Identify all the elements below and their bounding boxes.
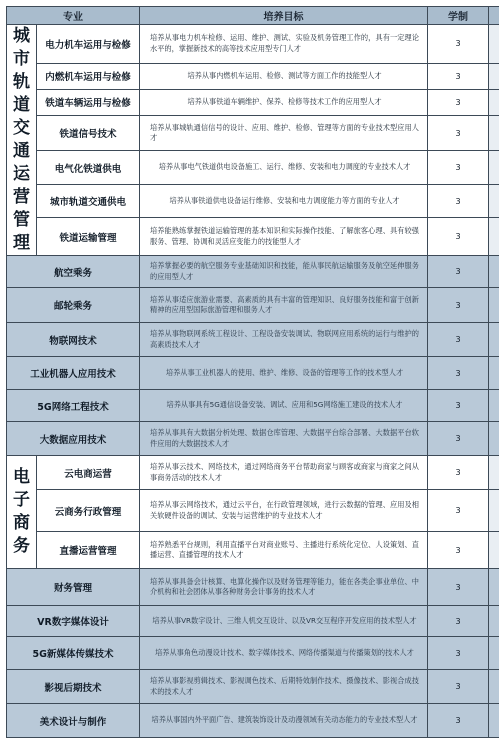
table-row	[7, 637, 499, 670]
major-objective: 培养从事具备会计核算、电算化操作以及财务管理等能力，能在各类企事业单位、中介机构和社会团体从事各种财务会计事务的技术人才	[140, 569, 428, 606]
table-row	[7, 569, 499, 606]
major-objective: 培养从事物联网系统工程设计、工程设备安装调试、物联网应用系统的运行与维护的高素质技术人才	[140, 323, 428, 357]
group-char: 城	[13, 26, 30, 46]
extra-cell	[489, 63, 499, 89]
major-duration: 3	[428, 637, 489, 670]
major-duration: 3	[428, 606, 489, 637]
table-header	[7, 7, 499, 25]
major-duration: 3	[428, 288, 489, 323]
table-row	[7, 532, 499, 569]
major-duration: 3	[428, 63, 489, 89]
extra-cell	[489, 25, 499, 64]
group-char: 理	[13, 233, 30, 253]
table-row	[7, 256, 499, 288]
table-row	[7, 151, 499, 184]
major-duration: 3	[428, 456, 489, 490]
major-duration: 3	[428, 422, 489, 456]
major-objective: 培养从事云网络技术，通过云平台，在行政管理领域，进行云数据的管理、应用及相关软硬件设备的调试、安装与运营维护的专业技术人才	[140, 490, 428, 532]
extra-cell	[489, 151, 499, 184]
major-objective: 培养掌握必要的航空服务专业基础知识和技能，能从事民航运输服务及航空延伸服务的应用型人才	[140, 256, 428, 288]
major-duration: 3	[428, 357, 489, 390]
major-objective: 培养从事电气铁道供电设备施工、运行、维修、安装和电力调度的专业技术人才	[140, 151, 428, 184]
major-name: 邮轮乘务	[7, 288, 140, 323]
extra-cell	[489, 704, 499, 738]
major-objective: 培养从事铁道供电设备运行维修、安装和电力调度能力等方面的专业人才	[140, 184, 428, 217]
major-name: 影视后期技术	[7, 670, 140, 704]
group-char: 道	[13, 95, 30, 115]
extra-cell	[489, 184, 499, 217]
group-char: 运	[13, 164, 30, 184]
table-row	[7, 390, 499, 422]
major-objective: 培养从事国内外平面广告、建筑装饰设计及动漫领域有关动态能力的专业技术型人才	[140, 704, 428, 738]
major-duration: 3	[428, 532, 489, 569]
group-label	[7, 25, 37, 256]
table-row	[7, 184, 499, 217]
major-name: 财务管理	[7, 569, 140, 606]
major-duration: 3	[428, 184, 489, 217]
table-row	[7, 606, 499, 637]
table-container	[6, 6, 499, 755]
majors-table	[6, 6, 499, 738]
major-name: 铁道车辆运用与检修	[37, 89, 140, 115]
major-name: 城市轨道交通供电	[37, 184, 140, 217]
major-objective: 培养从事VR数字设计、三维人机交互设计、以及VR交互程序开发应用的技术型人才	[140, 606, 428, 637]
major-name: VR数字媒体设计	[7, 606, 140, 637]
header-major: 专业	[7, 7, 140, 25]
major-name: 大数据应用技术	[7, 422, 140, 456]
major-duration: 3	[428, 256, 489, 288]
extra-cell	[489, 456, 499, 490]
extra-cell	[489, 569, 499, 606]
table-row	[7, 704, 499, 738]
extra-cell	[489, 422, 499, 456]
table-row	[7, 63, 499, 89]
major-duration: 3	[428, 490, 489, 532]
major-duration: 3	[428, 151, 489, 184]
major-name: 5G网络工程技术	[7, 390, 140, 422]
group-label	[7, 456, 37, 569]
group-char: 营	[13, 187, 30, 207]
extra-cell	[489, 218, 499, 256]
extra-cell	[489, 288, 499, 323]
major-name: 铁道运输管理	[37, 218, 140, 256]
group-char: 市	[13, 49, 30, 69]
extra-cell	[489, 390, 499, 422]
major-name: 5G新媒体传媒技术	[7, 637, 140, 670]
extra-cell	[489, 115, 499, 151]
major-name: 云电商运营	[37, 456, 140, 490]
major-duration: 3	[428, 115, 489, 151]
major-objective: 培养熟悉平台规则，利用直播平台对商业账号、主播进行系统化定位、人设策划、直播运营、直播管理的技术人才	[140, 532, 428, 569]
major-duration: 3	[428, 25, 489, 64]
major-objective: 培养从事铁道车辆维护、保养、检修等技术工作的应用型人才	[140, 89, 428, 115]
major-name: 直播运营管理	[37, 532, 140, 569]
table-row	[7, 218, 499, 256]
group-char: 子	[13, 490, 30, 510]
extra-cell	[489, 490, 499, 532]
major-objective: 培养从事具有5G通信设备安装、调试、应用和5G网络施工建设的技术人才	[140, 390, 428, 422]
table-row	[7, 115, 499, 151]
major-name: 铁道信号技术	[37, 115, 140, 151]
major-name: 电力机车运用与检修	[37, 25, 140, 64]
header-objective: 培养目标	[140, 7, 428, 25]
major-name: 内燃机车运用与检修	[37, 63, 140, 89]
major-objective: 培养从事内燃机车运用、检修、测试等方面工作的技能型人才	[140, 63, 428, 89]
extra-cell	[489, 532, 499, 569]
major-objective: 培养从事云技术、网络技术，通过网络商务平台帮助商家与顾客或商家与商家之间从事商务活动的技术人才	[140, 456, 428, 490]
table-row	[7, 490, 499, 532]
major-duration: 3	[428, 218, 489, 256]
major-name: 云商务行政管理	[37, 490, 140, 532]
table-row	[7, 456, 499, 490]
table-row	[7, 422, 499, 456]
major-objective: 培养从事具有大数据分析处理、数据仓库管理、大数据平台综合部署、大数据平台软件应用的大数据技术人才	[140, 422, 428, 456]
major-name: 航空乘务	[7, 256, 140, 288]
group-char: 电	[13, 467, 30, 487]
major-objective: 培养从事适应旅游业需要、高素质的具有丰富的管理知识、良好服务技能和富于创新精神的应用型国际旅游管理和服务人才	[140, 288, 428, 323]
major-objective: 培养从事工业机器人的使用、维护、维修、设备的管理等工作的技术型人才	[140, 357, 428, 390]
table-row	[7, 89, 499, 115]
major-objective: 培养从事影视剪辑技术、影视调色技术、后期特效制作技术、摄像技术、影视合成技术的技术人才	[140, 670, 428, 704]
major-duration: 3	[428, 569, 489, 606]
extra-cell	[489, 256, 499, 288]
extra-cell	[489, 606, 499, 637]
table-row	[7, 670, 499, 704]
major-duration: 3	[428, 89, 489, 115]
extra-cell	[489, 89, 499, 115]
major-duration: 3	[428, 390, 489, 422]
table-row	[7, 25, 499, 64]
header-extra	[489, 7, 499, 25]
group-char: 管	[13, 210, 30, 230]
major-objective: 培养从事城轨通信信号的设计、应用、维护、检修、管理等方面的专业技术型应用人才	[140, 115, 428, 151]
group-char: 商	[13, 513, 30, 533]
group-char: 交	[13, 118, 30, 138]
table-row	[7, 323, 499, 357]
extra-cell	[489, 323, 499, 357]
table-row	[7, 357, 499, 390]
major-objective: 培养能熟练掌握铁道运输管理的基本知识和实际操作技能、了解旅客心理、具有较强服务、管理、协调和灵活应变能力的技能型人才	[140, 218, 428, 256]
major-name: 物联网技术	[7, 323, 140, 357]
major-name: 工业机器人应用技术	[7, 357, 140, 390]
major-duration: 3	[428, 670, 489, 704]
major-objective: 培养从事电力机车检修、运用、维护、测试、实验及机务管理工作的，具有一定理论水平的，掌握新技术的高等技术应用型专门人才	[140, 25, 428, 64]
extra-cell	[489, 637, 499, 670]
header-duration: 学制	[428, 7, 489, 25]
major-duration: 3	[428, 704, 489, 738]
major-duration: 3	[428, 323, 489, 357]
group-char: 务	[13, 536, 30, 556]
major-name: 美术设计与制作	[7, 704, 140, 738]
group-char: 轨	[13, 72, 30, 92]
major-name: 电气化铁道供电	[37, 151, 140, 184]
extra-cell	[489, 670, 499, 704]
extra-cell	[489, 357, 499, 390]
table-row	[7, 288, 499, 323]
group-char: 通	[13, 141, 30, 161]
major-objective: 培养从事角色动漫设计技术、数字媒体技术、网络传播渠道与传播策划的技术人才	[140, 637, 428, 670]
